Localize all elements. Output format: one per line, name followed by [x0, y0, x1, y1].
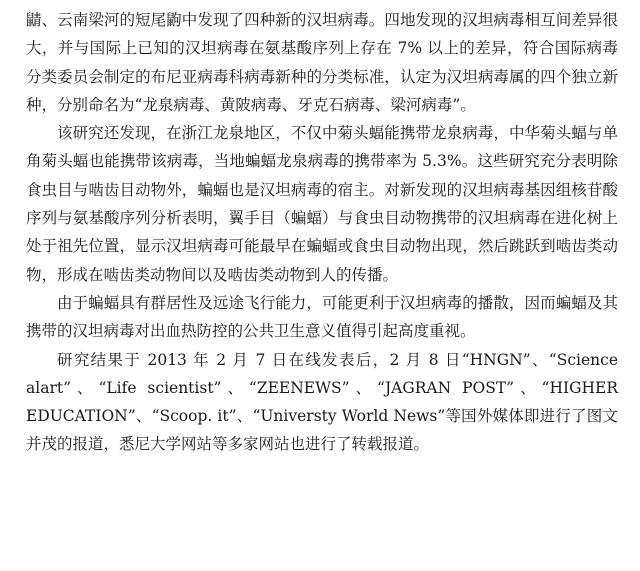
- paragraph-public-health: 由于蝙蝠具有群居性及远途飞行能力，可能更利于汉坦病毒的播散，因而蝙蝠及其携带的汉坦病毒对出血热防控的公共卫生意义值得引起高度重视。: [26, 293, 618, 341]
- paragraph-bat-hosts: 该研究还发现，在浙江龙泉地区，不仅中菊头蝠能携带龙泉病毒，中华菊头蝠与单角菊头蝠也能携带该病毒，当地蝙蝠龙泉病毒的携带率为 5.3%。这些研究充分表明除食虫目与啮齿目动物外，蝙蝠也是汉坦病毒的宿主。对新发现的汉坦病毒基因组核苷酸序列与氨基酸序列分析表明，翼手目（蝙蝠）与食虫目动物携带的汉坦病毒在进化树上处于祖先位置，显示汉坦病毒可能最早在蝙蝠或食虫目动物出现，然后跳跃到啮齿类动物，形成在啮齿类动物间以及啮齿类动物到人的传播。: [26, 124, 618, 284]
- paragraph-media-coverage: 研究结果于 2013 年 2 月 7 日在线发表后，2 月 8 日“HNGN”、“Science alart”、“Life scientist”、“ZEENEWS”、“JAGRAN POST”、“HIGHER EDUCATION”、“Scoop. it”、“Universty World News”等国外媒体即进行了图文并茂的报道，悉尼大学网站等多家网站也进行了转载报道。: [26, 350, 618, 454]
- paragraph-new-hantavirus-species: 鼱、云南梁河的短尾鼩中发现了四种新的汉坦病毒。四地发现的汉坦病毒相互间差异很大，并与国际上已知的汉坦病毒在氨基酸序列上存在 7% 以上的差异，符合国际病毒分类委员会制定的布尼亚病毒科病毒新种的分类标准，认定为汉坦病毒属的四个独立新种，分别命名为“龙泉病毒、黄陂病毒、牙克石病毒、梁河病毒”。: [26, 11, 618, 114]
